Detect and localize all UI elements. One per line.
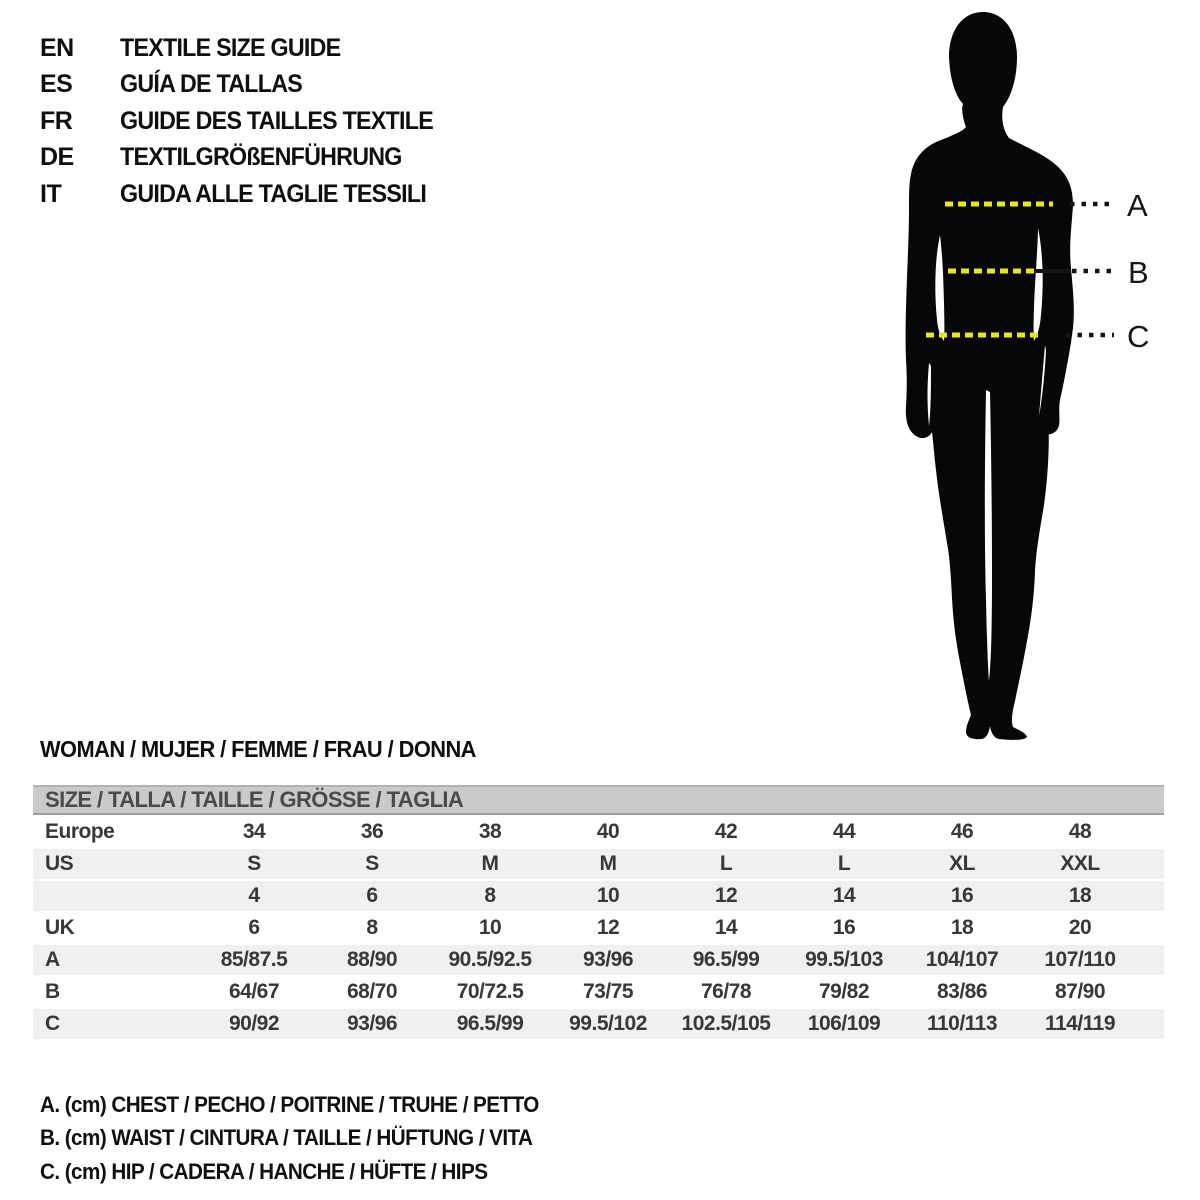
- size-value: 104/107: [925, 948, 999, 971]
- marker-label-c: C: [1127, 319, 1150, 354]
- language-row: [40, 103, 457, 140]
- language-code: DE: [40, 143, 74, 172]
- legend-line: A. (cm) CHEST / PECHO / POITRINE / TRUHE / PETTO: [40, 1091, 539, 1117]
- size-value: 110/113: [926, 1012, 998, 1035]
- size-value: 36: [360, 820, 384, 843]
- size-value: 70/72.5: [456, 980, 524, 1003]
- language-title-block: [40, 30, 457, 213]
- size-value: 18: [1068, 884, 1092, 907]
- size-value: 64/67: [228, 980, 280, 1003]
- size-value: 90/92: [228, 1012, 280, 1035]
- size-value: 44: [832, 820, 856, 843]
- size-value: 102.5/105: [681, 1012, 771, 1035]
- table-row: [33, 1009, 1164, 1039]
- legend-line: C. (cm) HIP / CADERA / HANCHE / HÜFTE / HIPS: [40, 1158, 488, 1184]
- size-value: 14: [714, 916, 738, 939]
- size-value: 42: [714, 820, 738, 843]
- size-value: 76/78: [700, 980, 752, 1003]
- size-value: 106/109: [807, 1012, 881, 1035]
- size-value: 6: [366, 884, 378, 907]
- size-value: 16: [950, 884, 974, 907]
- row-label: US: [45, 852, 74, 875]
- language-title: TEXTILE SIZE GUIDE: [120, 33, 341, 62]
- size-value: 90.5/92.5: [448, 948, 532, 971]
- table-row: [33, 977, 1164, 1007]
- size-value: 96.5/99: [692, 948, 760, 971]
- size-value: 34: [242, 820, 266, 843]
- size-value: 12: [714, 884, 738, 907]
- language-row: [40, 30, 457, 67]
- size-value: 8: [366, 916, 378, 939]
- table-rows: [33, 817, 1164, 1039]
- marker-label-a: A: [1127, 188, 1148, 223]
- size-value: 96.5/99: [456, 1012, 524, 1035]
- size-value: 68/70: [346, 980, 398, 1003]
- size-value: 20: [1068, 916, 1092, 939]
- size-value: M: [599, 852, 617, 875]
- table-row: [33, 817, 1164, 847]
- size-value: L: [719, 852, 733, 875]
- measurement-legend: [40, 1088, 571, 1189]
- language-title: TEXTILGRÖßENFÜHRUNG: [120, 143, 402, 172]
- size-value: 73/75: [582, 980, 634, 1003]
- size-value: 93/96: [346, 1012, 398, 1035]
- size-value: 88/90: [346, 948, 398, 971]
- language-code: EN: [40, 33, 74, 62]
- size-value: 6: [248, 916, 260, 939]
- language-row: [40, 176, 457, 213]
- size-value: 10: [478, 916, 502, 939]
- size-value: S: [365, 852, 379, 875]
- size-value: 18: [950, 916, 974, 939]
- size-value: 10: [596, 884, 620, 907]
- size-value: 40: [596, 820, 620, 843]
- size-value: XXL: [1060, 852, 1100, 875]
- marker-label-b: B: [1128, 255, 1149, 290]
- size-value: 107/110: [1044, 948, 1116, 971]
- size-value: 38: [478, 820, 502, 843]
- size-value: 14: [832, 884, 856, 907]
- size-value: 83/86: [936, 980, 988, 1003]
- row-label: B: [45, 980, 60, 1003]
- table-row: [33, 945, 1164, 975]
- size-value: 85/87.5: [220, 948, 288, 971]
- size-value: 79/82: [818, 980, 870, 1003]
- table-row: [33, 881, 1164, 911]
- table-header: SIZE / TALLA / TAILLE / GRÖSSE / TAGLIA: [33, 785, 1164, 815]
- legend-line: B. (cm) WAIST / CINTURA / TAILLE / HÜFTUNG / VITA: [40, 1125, 533, 1151]
- size-value: 87/90: [1054, 980, 1106, 1003]
- row-label: A: [45, 948, 60, 971]
- size-value: 99.5/102: [569, 1012, 647, 1035]
- size-value: 16: [832, 916, 856, 939]
- language-title: GUÍA DE TALLAS: [120, 70, 303, 99]
- size-value: 8: [484, 884, 496, 907]
- language-title: GUIDA ALLE TAGLIE TESSILI: [120, 179, 427, 208]
- size-value: 93/96: [582, 948, 634, 971]
- section-title: WOMAN / MUJER / FEMME / FRAU / DONNA: [40, 736, 476, 762]
- table-row: [33, 849, 1164, 879]
- row-label: Europe: [45, 820, 115, 843]
- language-row: [40, 67, 457, 104]
- size-value: 114/119: [1044, 1012, 1116, 1035]
- size-value: 99.5/103: [805, 948, 883, 971]
- size-table: [33, 785, 1164, 1041]
- language-row: [40, 140, 457, 177]
- language-code: ES: [40, 70, 73, 99]
- size-value: 12: [596, 916, 620, 939]
- size-value: L: [837, 852, 851, 875]
- language-code: FR: [40, 106, 73, 135]
- woman-silhouette: [850, 0, 1200, 760]
- size-value: 48: [1068, 820, 1092, 843]
- size-value: 46: [950, 820, 974, 843]
- size-value: S: [247, 852, 261, 875]
- language-code: IT: [40, 179, 62, 208]
- table-row: [33, 913, 1164, 943]
- size-value: XL: [949, 852, 975, 875]
- size-value: 4: [248, 884, 260, 907]
- size-value: M: [481, 852, 499, 875]
- row-label: C: [45, 1012, 60, 1035]
- row-label: UK: [45, 916, 75, 939]
- language-title: GUIDE DES TAILLES TEXTILE: [120, 106, 433, 135]
